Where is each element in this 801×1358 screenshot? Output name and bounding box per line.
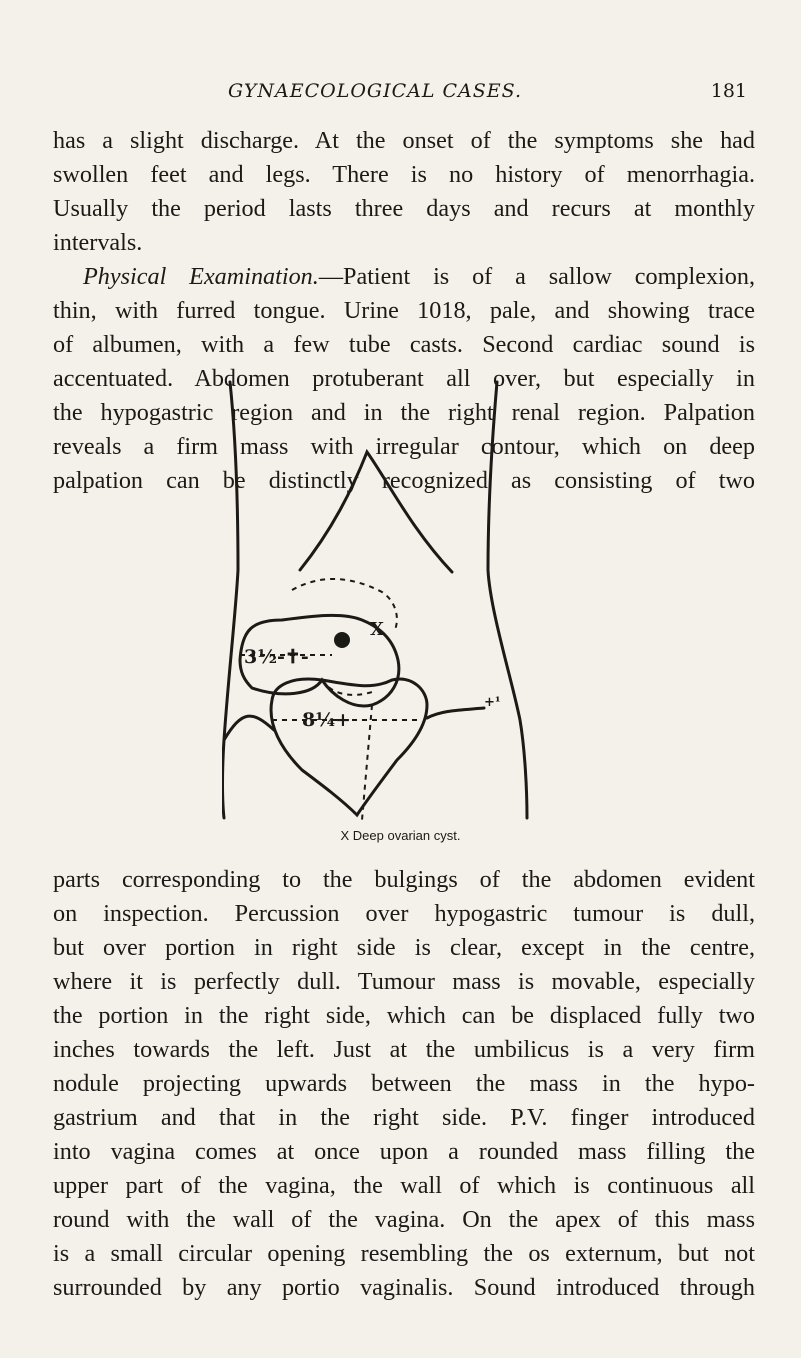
text-line: has a slight discharge. At the onset of the symptoms she had	[53, 127, 755, 154]
text-line: the portion in the right side, which can be displaced fully two	[53, 1002, 755, 1029]
iliac-line-left	[224, 716, 274, 740]
text-line: swollen feet and legs. There is no history of menorrhagia.	[53, 161, 755, 188]
text-line: nodule projecting upwards between the mass in the hypo-	[53, 1070, 755, 1097]
text-line: but over portion in right side is clear, except in the centre,	[53, 934, 755, 961]
text-line: where it is perfectly dull. Tumour mass is movable, especially	[53, 968, 755, 995]
text-run: —Patient is of a sallow complexion,	[318, 263, 755, 290]
x-mark: X	[370, 619, 384, 640]
text-line: the hypogastric region and in the right renal region. Palpation	[53, 399, 755, 426]
page-number: 181	[710, 80, 747, 102]
text-line: palpation can be distinctly recognized as consisting of two	[53, 467, 755, 494]
text-line: accentuated. Abdomen protuberant all over, but especially in	[53, 365, 755, 392]
text-block-bottom	[53, 863, 755, 1305]
figure-caption: X Deep ovarian cyst.	[340, 828, 461, 843]
accent-mark: +¹	[484, 695, 501, 710]
text-line: Usually the period lasts three days and recurs at monthly	[53, 195, 755, 222]
text-line: inches towards the left. Just at the umbilicus is a very firm	[53, 1036, 755, 1063]
costal-arch	[300, 452, 452, 572]
text-line: parts corresponding to the bulgings of the abdomen evident	[53, 866, 755, 893]
text-line: is a small circular opening resembling the os externum, but not	[53, 1240, 755, 1267]
text-line: gastrium and that in the right side. P.V. finger introduced	[53, 1104, 755, 1131]
body-outline-right	[488, 382, 527, 818]
text-line: upper part of the vagina, the wall of which is continuous all	[53, 1172, 755, 1199]
paragraph-first-line	[53, 260, 755, 294]
text-line: surrounded by any portio vaginalis. Sound introduced through	[53, 1274, 755, 1301]
page-header	[0, 80, 801, 110]
text-line: thin, with furred tongue. Urine 1018, pale, and showing trace	[53, 297, 755, 324]
lower-measure-label: 8¼+	[302, 709, 351, 731]
running-title: GYNAECOLOGICAL CASES.	[228, 80, 523, 102]
text-line: reveals a firm mass with irregular contour, which on deep	[53, 433, 755, 460]
section-heading: Physical Examination.	[83, 263, 319, 290]
iliac-line-right	[427, 708, 484, 718]
text-line: into vagina comes at once upon a rounded mass filling the	[53, 1138, 755, 1165]
lower-tumour-outline	[271, 679, 427, 815]
abdomen-diagram	[222, 380, 532, 825]
abdomen-diagram-svg	[222, 380, 532, 825]
text-line: round with the wall of the vagina. On the apex of this mass	[53, 1206, 755, 1233]
umbilicus-nodule	[334, 632, 350, 648]
body-outline-left	[223, 382, 239, 818]
text-line: on inspection. Percussion over hypogastric tumour is dull,	[53, 900, 755, 927]
text-line: of albumen, with a few tube casts. Second cardiac sound is	[53, 331, 755, 358]
text-line: intervals.	[53, 229, 143, 256]
upper-measure-label: 3½-✝-	[244, 646, 309, 668]
